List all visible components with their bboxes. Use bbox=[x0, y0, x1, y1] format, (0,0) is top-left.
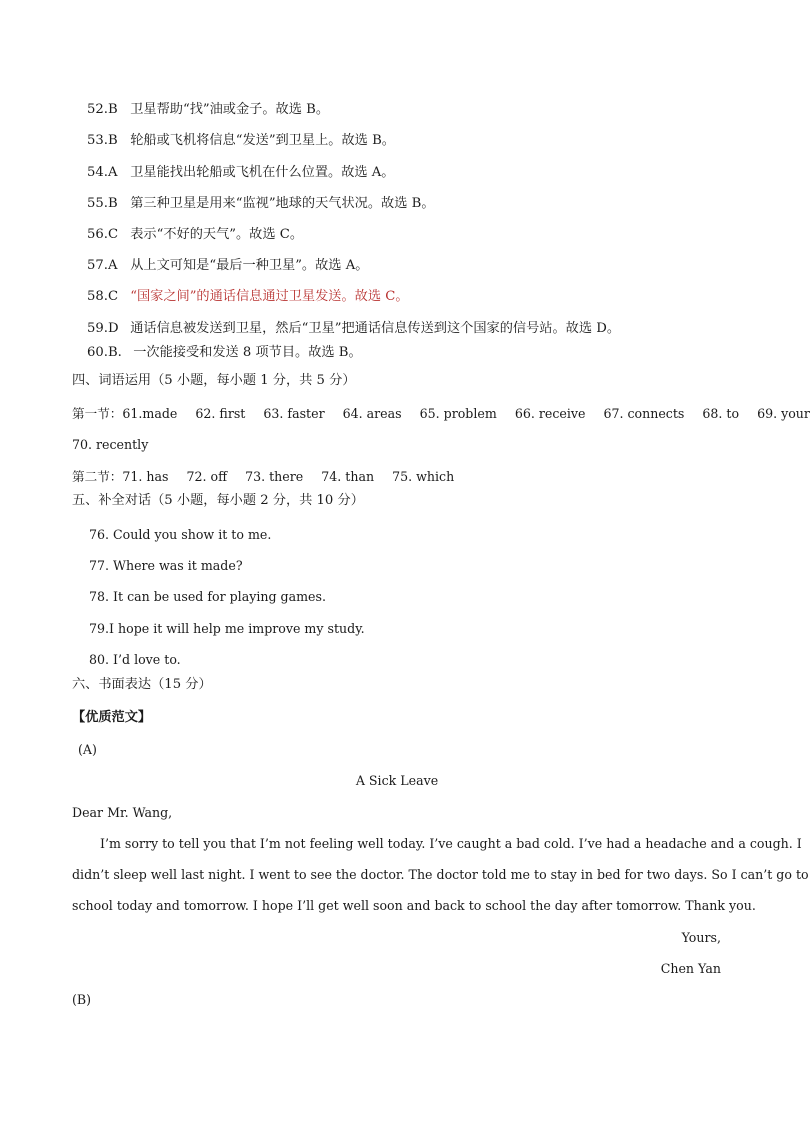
letter-title: A Sick Leave bbox=[355, 773, 439, 788]
answer-explanation: 卫星能找出轮船或飞机在什么位置。故选 A。 bbox=[130, 165, 395, 180]
sample-essay-label: 【优质范文】 bbox=[72, 710, 152, 725]
answer-explanation: 通话信息被发送到卫星，然后“卫星”把通话信息传送到这个国家的信号站。故选 D。 bbox=[130, 321, 621, 336]
section-4-heading: 四、词语运用（5 小题，每小题 1 分，共 5 分） bbox=[72, 373, 356, 388]
letter-body-line: I’m sorry to tell you that I’m not feeling well today. I’ve caught a bad cold. I’ve had a headache and a cough. I bbox=[100, 836, 802, 851]
answer-explanation-highlighted: “国家之间”的通话信息通过卫星发送。故选 C。 bbox=[130, 289, 409, 304]
answer-explanation: 表示“不好的天气”。故选 C。 bbox=[130, 227, 304, 242]
answer-item bbox=[87, 226, 303, 244]
word-answer: 75. which bbox=[392, 469, 455, 484]
section-6-heading: 六、书面表达（15 分） bbox=[72, 677, 212, 692]
dialogue-answer: 79.I hope it will help me improve my study. bbox=[89, 621, 365, 636]
answer-item bbox=[87, 101, 329, 119]
word-answer: 61.made bbox=[122, 406, 178, 421]
answer-item bbox=[87, 288, 409, 306]
answer-number: 58.C bbox=[87, 289, 119, 304]
letter-closing: Yours, bbox=[681, 930, 721, 945]
dialogue-answer: 76. Could you show it to me. bbox=[89, 527, 272, 542]
letter-body-line: school today and tomorrow. I hope I’ll get well soon and back to school the day after tomorrow. Thank you. bbox=[72, 898, 756, 913]
word-answer: 62. first bbox=[195, 406, 246, 421]
word-answer: 67. connects bbox=[603, 406, 685, 421]
answer-explanation: 轮船或飞机将信息“发送”到卫星上。故选 B。 bbox=[130, 133, 395, 148]
answer-number: 56.C bbox=[87, 227, 119, 242]
essay-part-b: (B) bbox=[72, 992, 92, 1007]
part-label: 第二节： bbox=[72, 469, 123, 484]
section-4-part-2 bbox=[72, 468, 454, 486]
letter-body-line: didn’t sleep well last night. I went to see the doctor. The doctor told me to stay in bed for two days. So I can’t go to bbox=[72, 867, 809, 882]
answer-explanation: 一次能接受和发送 8 项节目。故选 B。 bbox=[133, 345, 362, 360]
answer-item bbox=[87, 344, 362, 362]
letter-greeting: Dear Mr. Wang, bbox=[72, 805, 173, 820]
section-4-part-1 bbox=[72, 405, 810, 423]
answer-item bbox=[87, 132, 395, 150]
answer-number: 59.D bbox=[87, 321, 119, 336]
answer-number: 52.B bbox=[87, 102, 118, 117]
word-answer: 65. problem bbox=[419, 406, 497, 421]
word-answer: 68. to bbox=[702, 406, 740, 421]
dialogue-answer: 80. I’d love to. bbox=[89, 652, 181, 667]
word-answer: 72. off bbox=[186, 469, 228, 484]
dialogue-answer: 78. It can be used for playing games. bbox=[89, 589, 326, 604]
answer-number: 53.B bbox=[87, 133, 118, 148]
answer-explanation: 卫星帮助“找”油或金子。故选 B。 bbox=[130, 102, 330, 117]
answer-number: 60.B. bbox=[87, 345, 122, 360]
answer-explanation: 第三种卫星是用来“监视”地球的天气状况。故选 B。 bbox=[130, 196, 435, 211]
letter-signature: Chen Yan bbox=[660, 961, 721, 976]
word-answer: 70. recently bbox=[72, 437, 149, 452]
essay-part-a: (A) bbox=[78, 742, 97, 757]
answer-item bbox=[87, 320, 620, 338]
word-answer: 69. your bbox=[757, 406, 810, 421]
answer-number: 55.B bbox=[87, 196, 118, 211]
word-answer: 73. there bbox=[245, 469, 304, 484]
answer-number: 57.A bbox=[87, 258, 118, 273]
answer-item bbox=[87, 164, 394, 182]
answer-explanation: 从上文可知是“最后一种卫星”。故选 A。 bbox=[130, 258, 369, 273]
answer-number: 54.A bbox=[87, 165, 118, 180]
answer-item bbox=[87, 257, 368, 275]
word-answer: 74. than bbox=[321, 469, 375, 484]
word-answer: 64. areas bbox=[342, 406, 402, 421]
word-answer: 71. has bbox=[122, 469, 169, 484]
dialogue-answer: 77. Where was it made? bbox=[89, 558, 243, 573]
word-answer: 63. faster bbox=[263, 406, 325, 421]
section-5-heading: 五、补全对话（5 小题，每小题 2 分，共 10 分） bbox=[72, 493, 364, 508]
word-answer: 66. receive bbox=[514, 406, 586, 421]
answer-item bbox=[87, 195, 435, 213]
part-label: 第一节： bbox=[72, 406, 123, 421]
